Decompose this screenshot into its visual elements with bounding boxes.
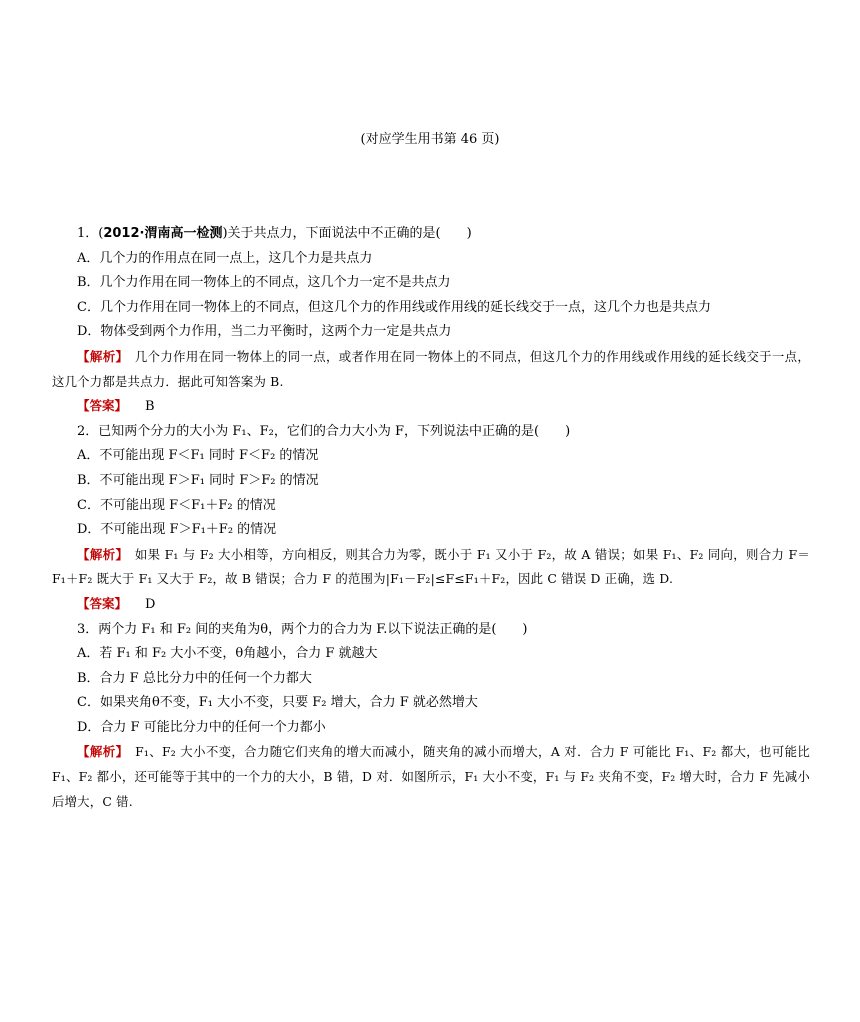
question-1-option-a: A．几个力的作用点在同一点上，这几个力是共点力 <box>77 250 373 266</box>
question-2-option-d: D．不可能出现 F＞F₁＋F₂ 的情况 <box>77 522 277 538</box>
question-2-analysis <box>52 543 810 592</box>
question-2-option-b: B．不可能出现 F＞F₁ 同时 F＞F₂ 的情况 <box>77 472 319 488</box>
question-3-option-b: B．合力 F 总比分力中的任何一个力都大 <box>77 670 312 686</box>
page-reference-header: (对应学生用书第 46 页) <box>360 132 500 147</box>
question-1-answer-value: B <box>145 399 155 415</box>
question-1-analysis <box>52 345 810 394</box>
question-1-option-c: C．几个力作用在同一物体上的不同点，但这几个力的作用线或作用线的延长线交于一点，这几个力也是共点力 <box>77 299 711 315</box>
question-1-answer <box>52 394 810 420</box>
question-3-option-d: D．合力 F 可能比分力中的任何一个力都小 <box>77 719 326 735</box>
question-3-analysis <box>52 740 810 814</box>
question-1-stem <box>52 222 810 247</box>
question-2-stem: 2．已知两个分力的大小为 F₁、F₂，它们的合力大小为 F，下列说法中正确的是( ) <box>77 423 571 439</box>
question-1-number: 1．( <box>77 226 104 241</box>
answer-label: 【答案】 <box>77 595 128 611</box>
answer-label: 【答案】 <box>77 398 128 414</box>
question-1-option-d: D．物体受到两个力作用，当二力平衡时，这两个力一定是共点力 <box>77 324 452 340</box>
question-2-option-a: A．不可能出现 F＜F₁ 同时 F＜F₂ 的情况 <box>77 448 319 464</box>
question-3-stem: 3．两个力 F₁ 和 F₂ 间的夹角为θ，两个力的合力为 F.以下说法正确的是( ) <box>77 621 528 637</box>
question-3-analysis-text: F₁、F₂ 大小不变，合力随它们夹角的增大而减小，随夹角的减小而增大，A 对．合力 F 可能比 F₁、F₂ 都大，也可能比 F₁、F₂ 都小，还可能等于其中的一个力的大小，B 错，D 对．如图所示，F₁ 大小不变，F₁ 与 F₂ 夹角不变，F₂ 增大时，合力 F 先减小后增大，C 错. <box>52 744 810 809</box>
exercise-content <box>52 222 810 814</box>
question-1-source: 2012·渭南高一检测 <box>103 226 223 241</box>
question-1-analysis-text: 几个力作用在同一物体上的同一点，或者作用在同一物体上的不同点，但这几个力的作用线或作用线的延长线交于一点，这几个力都是共点力．据此可知答案为 B. <box>52 348 810 389</box>
question-2-answer <box>52 592 810 618</box>
question-2-analysis-text: 如果 F₁ 与 F₂ 大小相等，方向相反，则其合力为零，既小于 F₁ 又小于 F₂，故 A 错误；如果 F₁、F₂ 同向，则合力 F＝F₁＋F₂ 既大于 F₁ 又大于 F₂，故 B 错误；合力 F 的范围为|F₁－F₂|≤F≤F₁＋F₂，因此 C 错误 D 正确，选 D. <box>52 546 810 587</box>
question-3-option-c: C．如果夹角θ不变，F₁ 大小不变，只要 F₂ 增大，合力 F 就必然增大 <box>77 695 478 711</box>
analysis-label: 【解析】 <box>77 348 123 364</box>
question-1-text: )关于共点力，下面说法中不正确的是( ) <box>222 226 472 241</box>
question-1-option-b: B．几个力作用在同一物体上的不同点，这几个力一定不是共点力 <box>77 275 451 291</box>
question-2-option-c: C．不可能出现 F＜F₁＋F₂ 的情况 <box>77 497 276 513</box>
question-2-answer-value: D <box>145 596 156 612</box>
analysis-label: 【解析】 <box>77 744 123 760</box>
analysis-label: 【解析】 <box>77 546 123 562</box>
question-3-option-a: A．若 F₁ 和 F₂ 大小不变，θ角越小，合力 F 就越大 <box>77 646 378 662</box>
